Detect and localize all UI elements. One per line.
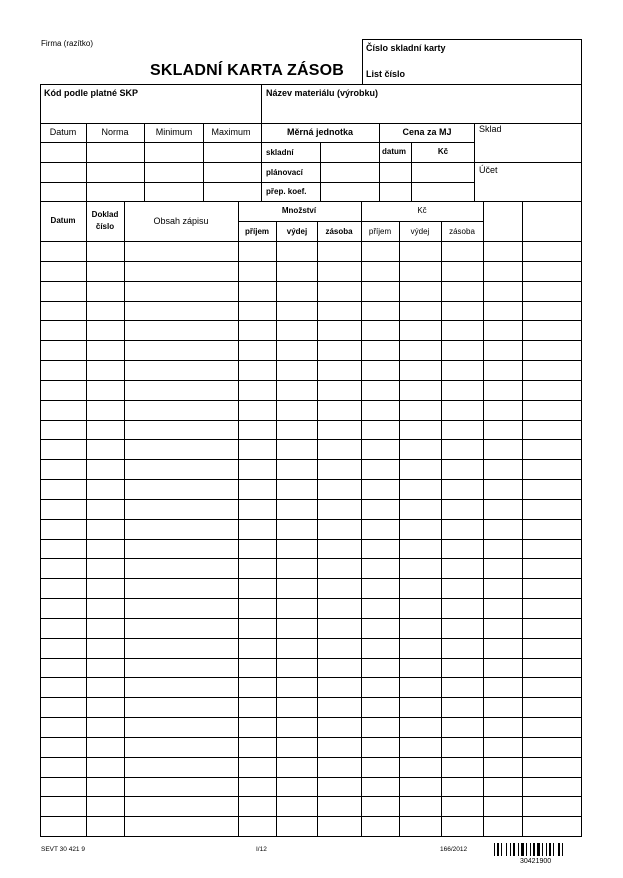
table-row <box>40 479 582 480</box>
table-row <box>40 717 582 718</box>
entry-content-header: Obsah zápisu <box>153 216 209 226</box>
form-date: 166/2012 <box>440 846 468 853</box>
table-row <box>40 281 582 282</box>
account-label: Účet <box>479 165 498 175</box>
warehouse-label: Sklad <box>479 124 502 134</box>
table-row <box>40 598 582 599</box>
czk-issue-header: výdej <box>410 227 430 236</box>
qty-issue-header: výdej <box>286 227 308 236</box>
barcode-number: 30421900 <box>520 858 552 865</box>
table-row <box>40 320 582 321</box>
table-row <box>40 459 582 460</box>
table-row <box>40 539 582 540</box>
table-row <box>40 638 582 639</box>
limits-date-header: Datum <box>49 127 77 137</box>
sheet-number-label: List číslo <box>366 69 406 79</box>
minimum-header: Minimum <box>155 127 193 137</box>
qty-stock-header: zásoba <box>325 227 353 236</box>
table-row <box>40 400 582 401</box>
table-row <box>40 677 582 678</box>
table-row <box>40 340 582 341</box>
table-row <box>40 578 582 579</box>
company-stamp-label: Firma (razítko) <box>41 39 93 48</box>
document-number-header: číslo <box>95 222 115 231</box>
form-version: I/12 <box>256 846 267 853</box>
amount-czk-header: Kč <box>417 206 427 215</box>
skp-code-label: Kód podle platné SKP <box>44 88 139 98</box>
table-row <box>40 261 582 262</box>
conversion-factor-label: přep. koef. <box>266 187 307 196</box>
table-row <box>40 558 582 559</box>
czk-receipt-header: příjem <box>368 227 392 236</box>
table-row <box>40 836 582 837</box>
table-row <box>40 301 582 302</box>
unit-header: Měrná jednotka <box>286 127 354 137</box>
maximum-header: Maximum <box>211 127 251 137</box>
table-row <box>40 420 582 421</box>
table-row <box>40 757 582 758</box>
czk-stock-header: zásoba <box>449 227 475 236</box>
table-row <box>40 360 582 361</box>
table-row <box>40 519 582 520</box>
ledger-date-header: Datum <box>50 216 76 225</box>
table-row <box>40 796 582 797</box>
form-code: SEVT 30 421 9 <box>41 846 85 853</box>
table-row <box>40 499 582 500</box>
norm-header: Norma <box>101 127 129 137</box>
document-header: Doklad <box>91 210 119 219</box>
price-czk-label: Kč <box>437 147 449 156</box>
card-number-label: Číslo skladní karty <box>366 43 446 53</box>
page-title: SKLADNÍ KARTA ZÁSOB <box>150 62 345 79</box>
table-row <box>40 697 582 698</box>
stock-unit-label: skladní <box>266 148 294 157</box>
quantity-header: Množství <box>281 206 317 215</box>
table-row <box>40 777 582 778</box>
barcode <box>494 843 582 856</box>
table-row <box>40 816 582 817</box>
table-row <box>40 737 582 738</box>
table-row <box>40 658 582 659</box>
table-row <box>40 439 582 440</box>
table-row <box>40 618 582 619</box>
table-row <box>40 380 582 381</box>
unit-price-header: Cena za MJ <box>402 127 452 137</box>
qty-receipt-header: příjem <box>244 227 270 236</box>
material-name-label: Název materiálu (výrobku) <box>266 88 379 98</box>
planning-unit-label: plánovací <box>266 168 303 177</box>
price-date-label: datum <box>382 147 406 156</box>
